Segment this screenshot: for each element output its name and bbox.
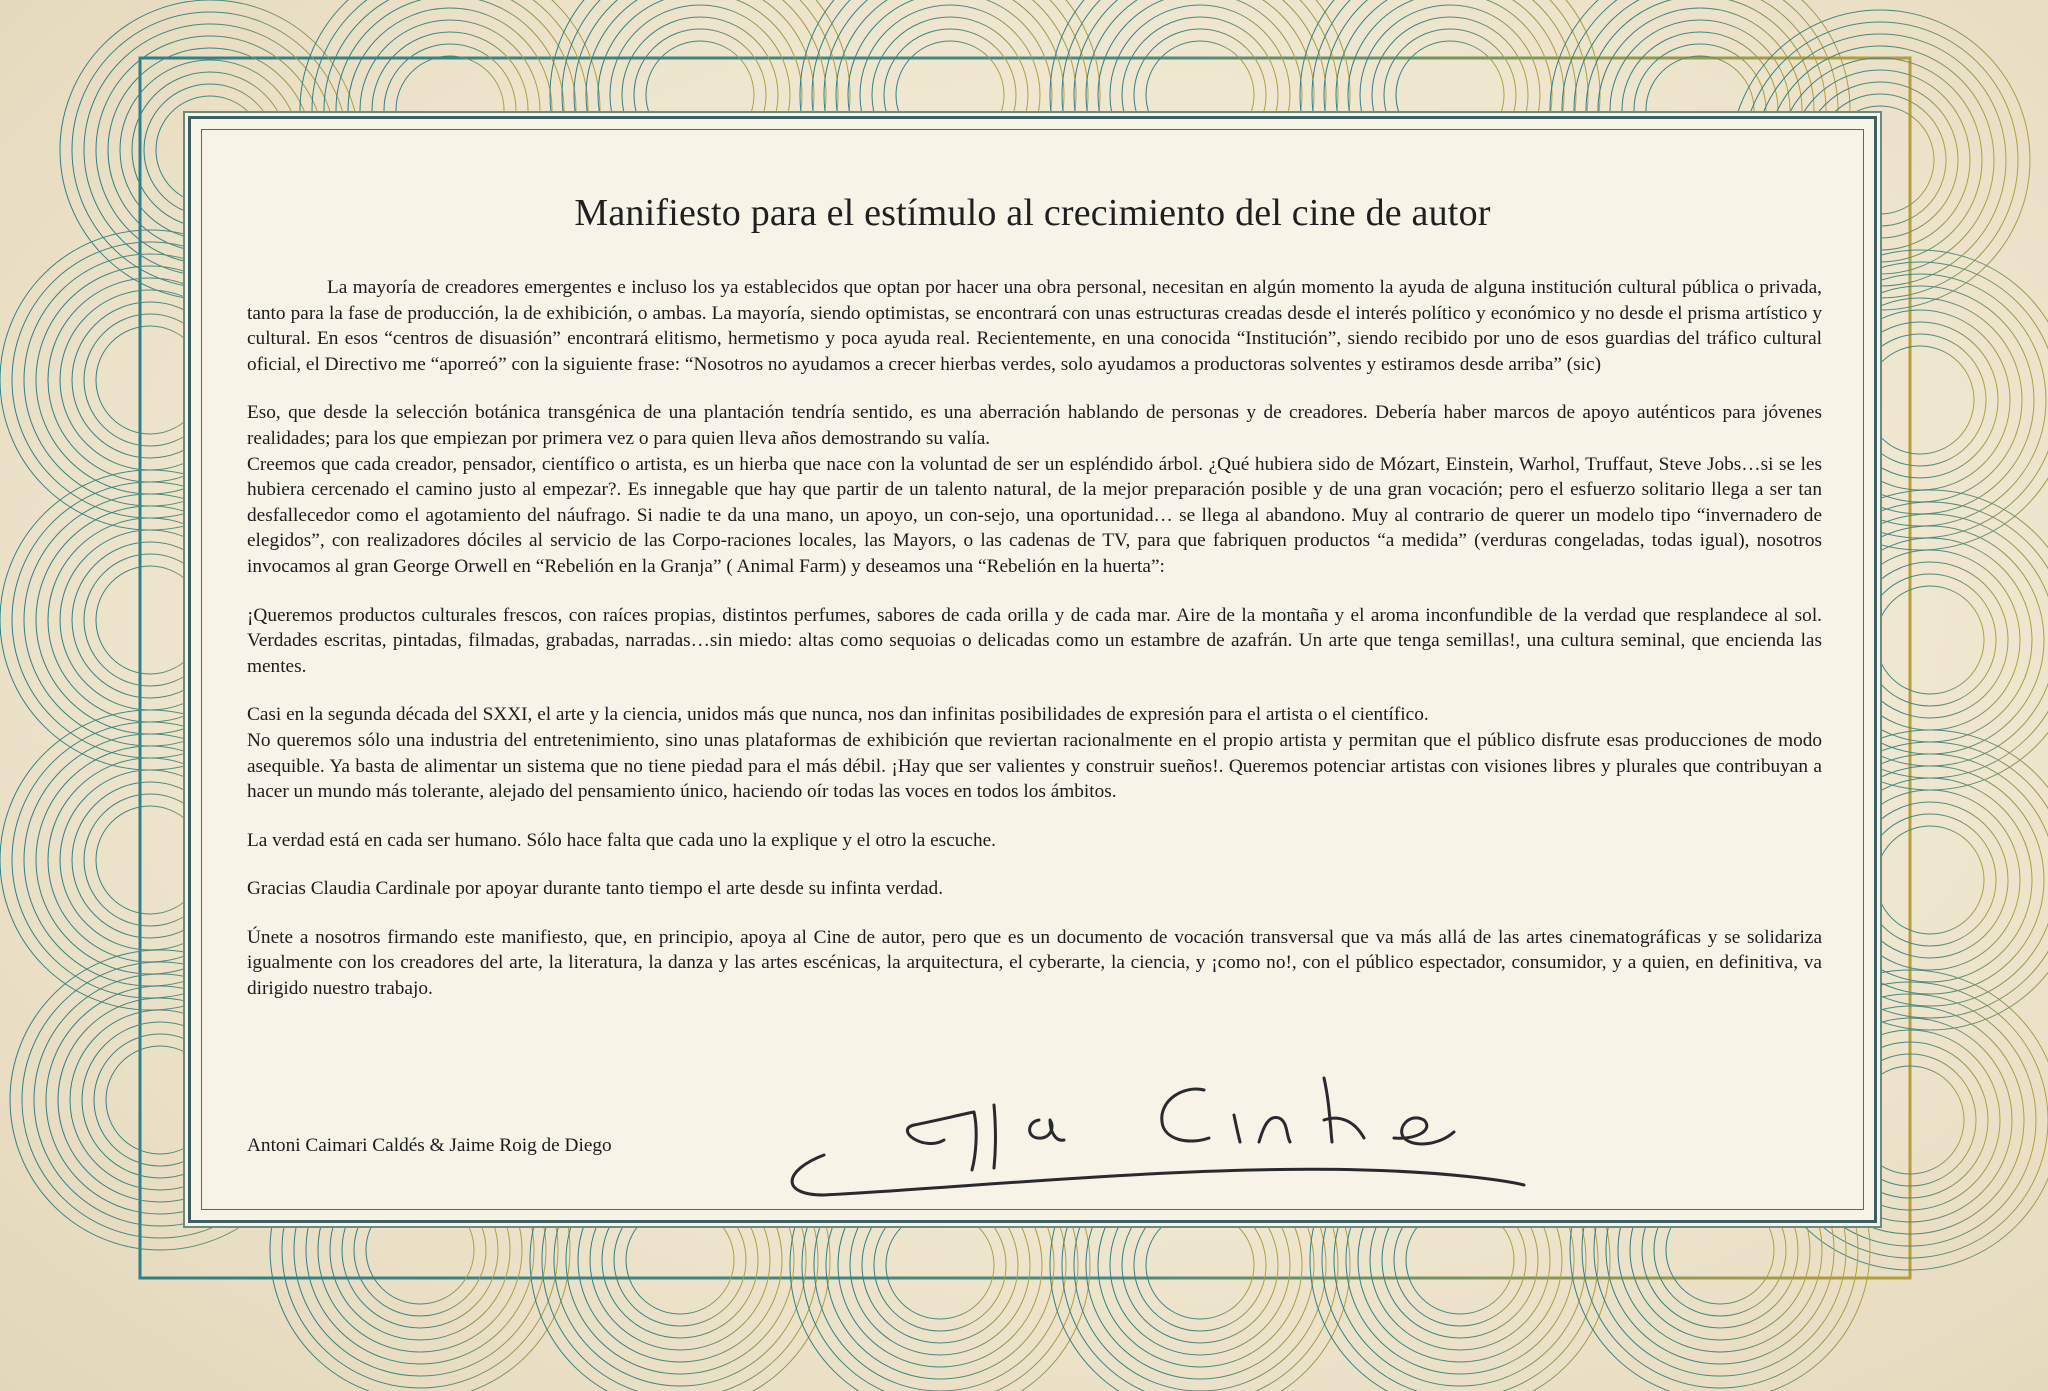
manifesto-body: [247, 275, 1822, 1025]
paragraph-truth: La verdad está en cada ser humano. Sólo hace falta que cada uno la explique y el otro la escuche.: [247, 829, 996, 851]
authors-line: Antoni Caimari Caldés & Jaime Roig de Diego: [247, 1135, 612, 1156]
paragraph-intro: La mayoría de creadores emergentes e incluso los ya establecidos que optan por hacer una obra personal, necesitan en algún momento la ayuda de alguna institución cultural pública o privada, tanto para la fase de producción, la de exhibición, o ambas. La mayoría, siendo optimistas, se encontrará con unas estructuras creadas desde el interés político y económico y no desde el prisma artístico y cultural. En esos “centros de disuasión” encontrará elitismo, hermetismo y poca ayuda real. Recientemente, en una conocida “Institución”, siendo recibido por uno de esos guardias del tráfico cultural oficial, el Directivo me “aporreó” con la siguiente frase: “Nosotros no ayudamos a crecer hierbas verdes, solo ayudamos a productoras solventes y estiramos desde arriba” (sic): [247, 277, 1822, 375]
paragraph-join: Únete a nosotros firmando este manifiesto, que, en principio, apoya al Cine de autor, pero que es un documento de vocación transversal que va más allá de las artes cinematográficas y se solidariza igualmente con los creadores del arte, la literatura, la danza y las artes escénicas, la arquitectura, el cyberarte, la ciencia, y ¡como no!, con el público espectador, consumidor, y a quien, en definitiva, va dirigido nuestro trabajo.: [247, 926, 1822, 1000]
paragraph-sxxi: Casi en la segunda década del SXXI, el arte y la ciencia, unidos más que nunca, nos dan infinitas posibilidades de expresión para el artista o el científico.: [247, 704, 1429, 726]
paragraph-thanks: Gracias Claudia Cardinale por apoyar durante tanto tiempo el arte desde su infinta verdad.: [247, 878, 944, 900]
document-title: Manifiesto para el estímulo al crecimiento del cine de autor: [574, 192, 1491, 234]
paragraph-fresh-products: ¡Queremos productos culturales frescos, con raíces propias, distintos perfumes, sabores de cada orilla y de cada mar. Aire de la montaña y el aroma inconfundible de la verdad que resplandece al sol. Verdades escritas, pintadas, filmadas, grabadas, narradas…sin miedo: altas como sequoias o delicadas como un estambre de azafrán. Un arte que tenga semillas!, una cultura seminal, que encienda las mentes.: [247, 604, 1822, 677]
paragraph-industry: No queremos sólo una industria del entretenimiento, sino unas plataformas de exhibición que reviertan racionalmente en el propio artista y permitan que el público disfrute esas producciones de modo asequible. Ya basta de alimentar un sistema que no tiene piedad para el más débil. ¡Hay que ser valientes y construir sueños!. Queremos potenciar artistas con visiones libres y plurales que contribuyan a hacer un mundo más tolerante, alejado del pensamiento único, haciendo oír todas las voces en todos los ámbitos.: [247, 729, 1822, 803]
paragraph-aberration: Eso, que desde la selección botánica transgénica de una plantación tendría sentido, es una aberración hablando de personas y de creadores. Debería haber marcos de apoyo auténticos para jóvenes realidades; para los que empiezan por primera vez o para quien lleva años demostrando su valía.: [247, 402, 1822, 449]
manifesto-panel: [188, 116, 1877, 1223]
handwritten-signature: [764, 1060, 1584, 1210]
paragraph-creators: Creemos que cada creador, pensador, científico o artista, es un hierba que nace con la voluntad de ser un espléndido árbol. ¿Qué hubiera sido de Mózart, Einstein, Warhol, Truffaut, Steve Jobs…si se les hubiera cercenado el camino justo al empezar?. Es innegable que hay que partir de un talento natural, de la mejor preparación posible y de una gran vocación; pero el esfuerzo solitario llega a ser tan desfallecedor como el agotamiento del náufrago. Si nadie te da una mano, un apoyo, un con-sejo, una oportunidad… se llega al abandono. Muy al contrario de querer un modelo tipo “invernadero de elegidos”, con realizadores dóciles al servicio de las Corpo-raciones locales, las Mayors, o las cadenas de TV, para que fabriquen productos “a medida” (verduras congeladas, todas igual), nosotros invocamos al gran George Orwell en “Rebelión en la Granja” ( Animal Farm) y deseamos una “Rebelión en la huerta”:: [247, 453, 1822, 577]
